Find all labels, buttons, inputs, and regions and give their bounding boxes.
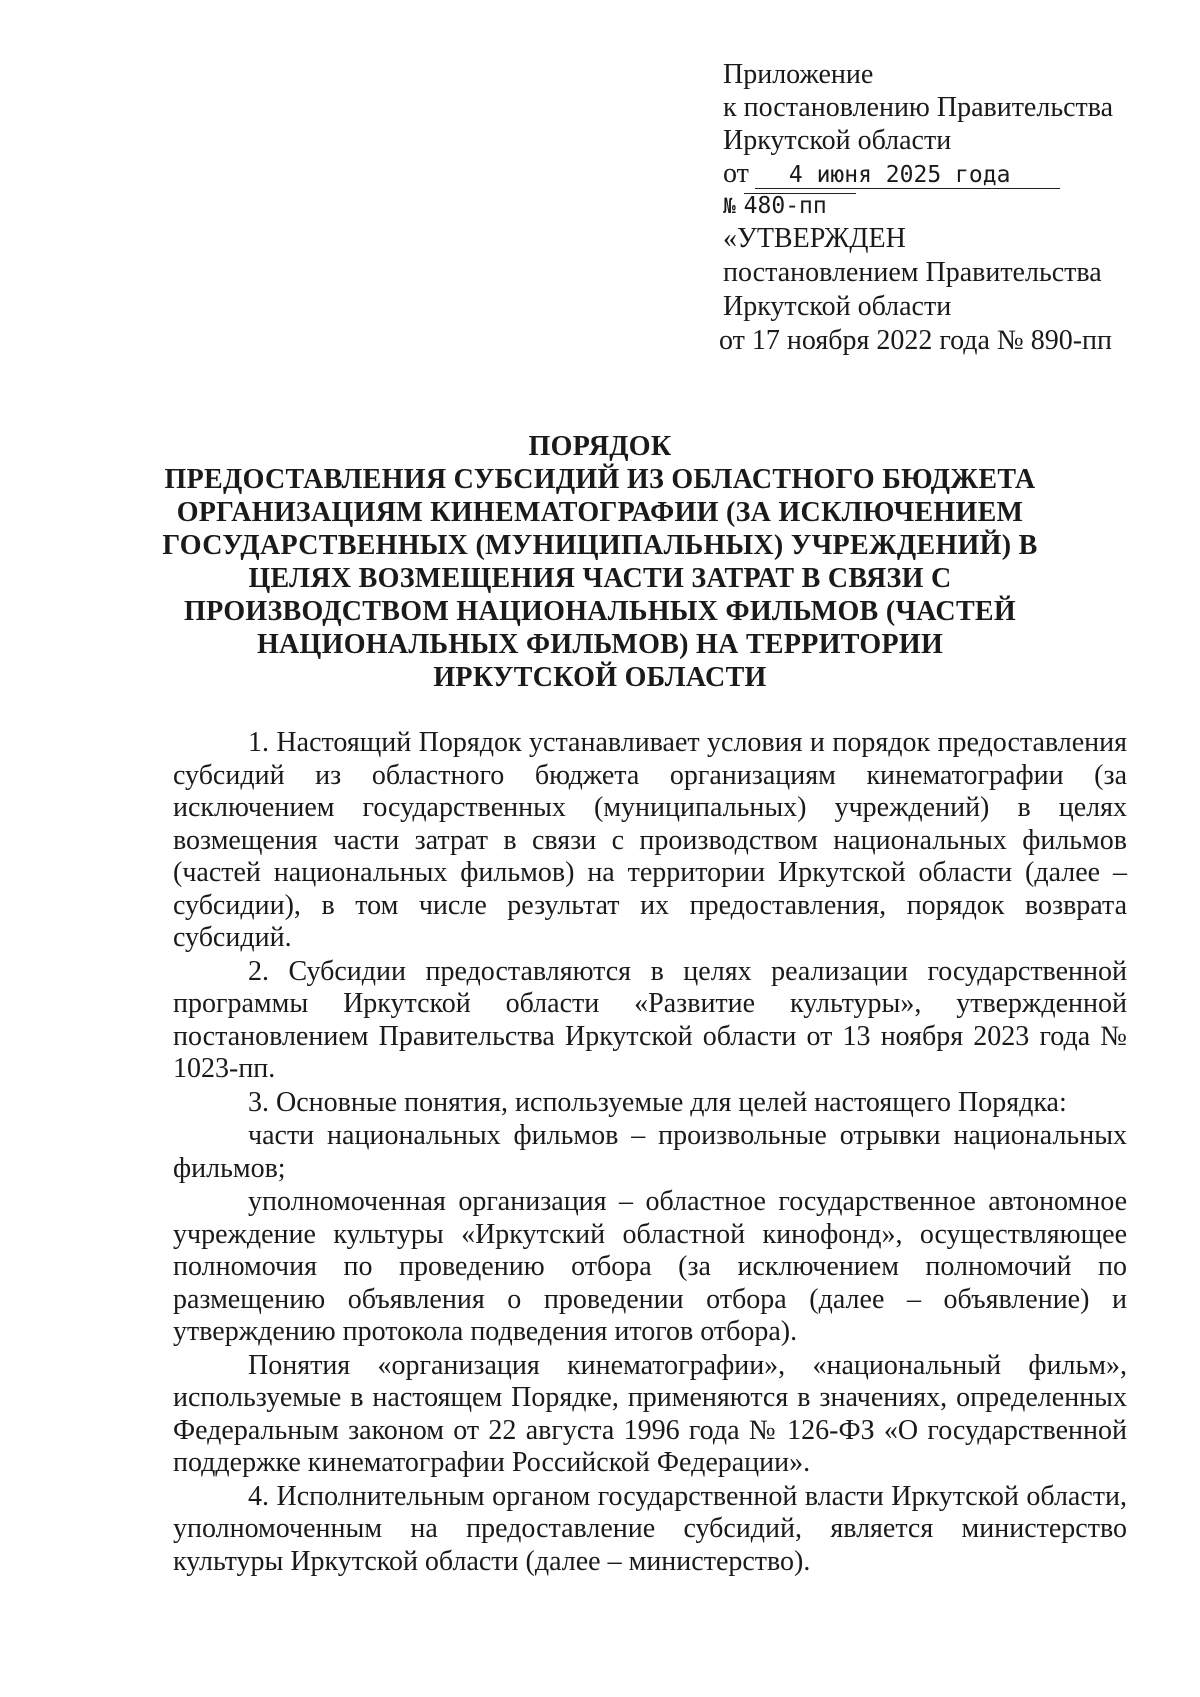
approved-date-line: от 17 ноября 2022 года № 890-пп [719, 325, 1112, 356]
approved-line-3: Иркутской области [723, 291, 952, 322]
appendix-number-prefix: № [723, 194, 736, 218]
appendix-line-2: к постановлению Правительства [723, 92, 1114, 123]
title-line-4: ГОСУДАРСТВЕННЫХ (МУНИЦИПАЛЬНЫХ) УЧРЕЖДЕНИЙ) В [162, 530, 1038, 561]
paragraph-1: 1. Настоящий Порядок устанавливает условия и порядок предоставления субсидий из областного бюджета организациям кинематографии (за исключением государственных (муниципальных) учреждений) в целях возмещения части затрат в связи с производством национальных фильмов (частей национальных фильмов) на территории Иркутской области (далее – субсидии), в том числе результат их предоставления, порядок возврата субсидий. [173, 727, 1127, 953]
appendix-date-prefix: от [723, 158, 749, 189]
appendix-date-value: 4 июня 2025 года [755, 162, 1060, 189]
appendix-block [723, 58, 1123, 223]
document-body [173, 727, 1127, 1578]
approved-line-2: постановлением Правительства [723, 257, 1102, 288]
title-line-6: ПРОИЗВОДСТВОМ НАЦИОНАЛЬНЫХ ФИЛЬМОВ (ЧАСТЕЙ [184, 596, 1016, 627]
document-title [120, 430, 1080, 694]
paragraph-6: Понятия «организация кинематографии», «национальный фильм», используемые в настоящем Порядке, применяются в значениях, определенных Федеральным законом от 22 августа 1996 года № 126-ФЗ «О государственной поддержке кинематографии Российской Федерации». [173, 1349, 1127, 1478]
title-line-5: ЦЕЛЯХ ВОЗМЕЩЕНИЯ ЧАСТИ ЗАТРАТ В СВЯЗИ С [248, 563, 952, 594]
title-line-8: ИРКУТСКОЙ ОБЛАСТИ [433, 662, 767, 693]
paragraph-4: части национальных фильмов – произвольные отрывки национальных фильмов; [173, 1120, 1127, 1184]
paragraph-5: уполномоченная организация – областное государственное автономное учреждение культуры «Иркутский областной кинофонд», осуществляющее полномочия по проведению отбора (за исключением полномочий по размещению объявления о проведении отбора (далее – объявление) и утверждению протокола подведения итогов отбора). [173, 1186, 1127, 1347]
title-line-2: ПРЕДОСТАВЛЕНИЯ СУБСИДИЙ ИЗ ОБЛАСТНОГО БЮДЖЕТА [164, 464, 1036, 495]
approved-block [719, 222, 1143, 358]
approved-heading: «УТВЕРЖДЕН [723, 223, 906, 254]
title-line-1: ПОРЯДОК [528, 431, 672, 462]
paragraph-2: 2. Субсидии предоставляются в целях реализации государственной программы Иркутской области «Развитие культуры», утвержденной постановлением Правительства Иркутской области от 13 ноября 2023 года № 1023-пп. [173, 955, 1127, 1084]
appendix-heading: Приложение [723, 59, 874, 90]
appendix-number-row [723, 190, 1123, 223]
appendix-number-value: 480-пп [744, 193, 856, 218]
paragraph-3: 3. Основные понятия, используемые для целей настоящего Порядка: [248, 1086, 1067, 1118]
appendix-date-row [723, 157, 1123, 190]
appendix-line-3: Иркутской области [723, 125, 952, 156]
title-line-7: НАЦИОНАЛЬНЫХ ФИЛЬМОВ) НА ТЕРРИТОРИИ [256, 629, 944, 660]
title-line-3: ОРГАНИЗАЦИЯМ КИНЕМАТОГРАФИИ (ЗА ИСКЛЮЧЕНИЕМ [176, 497, 1024, 528]
paragraph-7: 4. Исполнительным органом государственной власти Иркутской области, уполномоченным на предоставление субсидий, является министерство культуры Иркутской области (далее – министерство). [173, 1480, 1127, 1577]
